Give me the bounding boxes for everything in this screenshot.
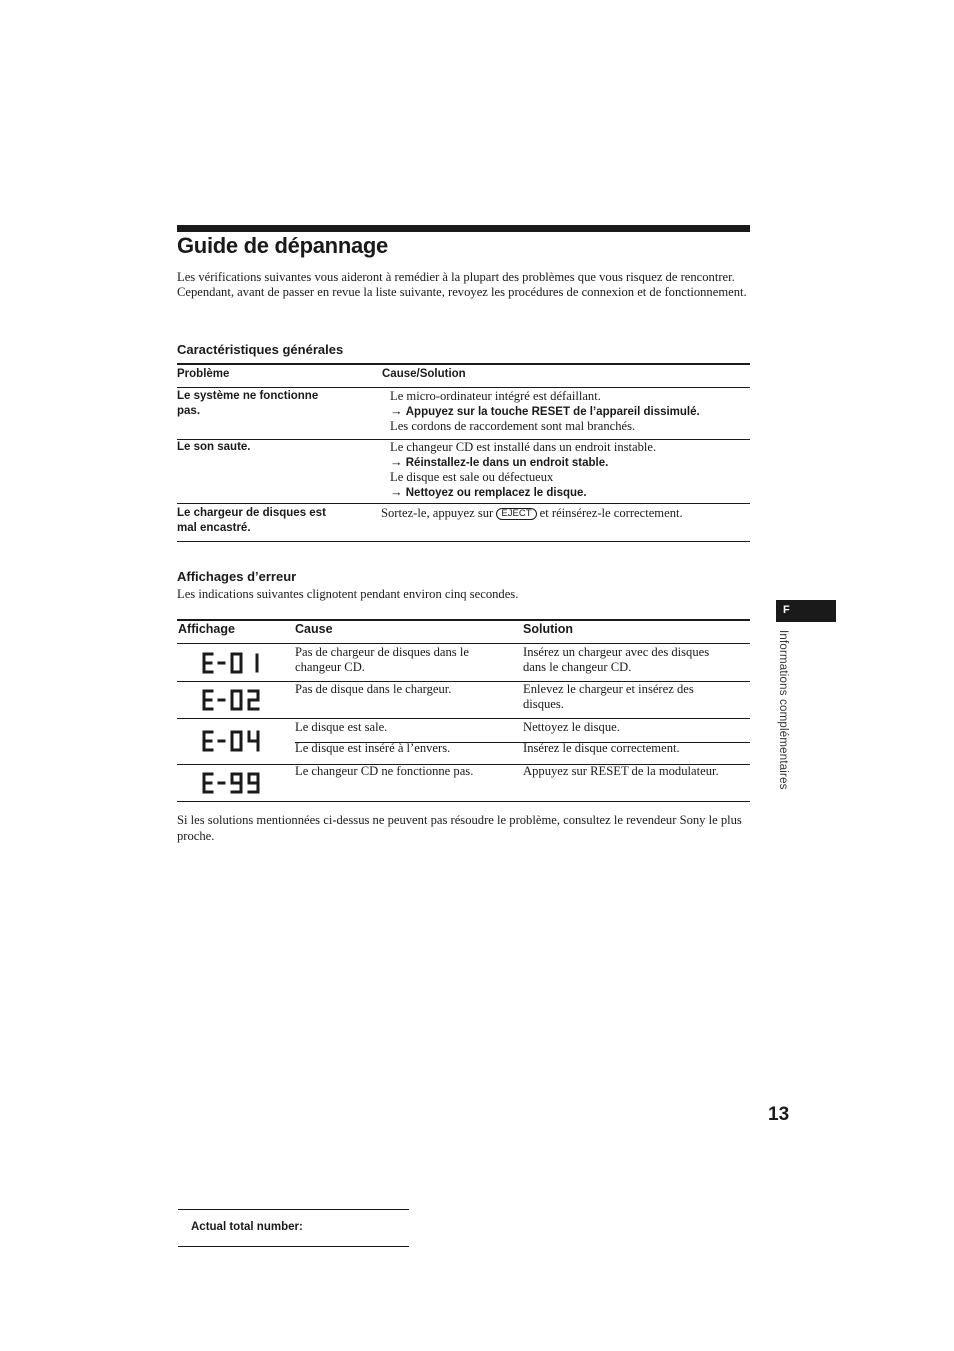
lcd-code-e04 (201, 730, 265, 752)
solution-text: Appuyez sur RESET de la modulateur. (523, 764, 719, 778)
solution-text: Enlevez le chargeur et insérez des (523, 682, 694, 696)
arrow-icon: → (390, 403, 403, 418)
general-heading: Caractéristiques générales (177, 342, 344, 357)
col-header-problem: Problème (177, 368, 230, 380)
table-rule (177, 387, 750, 388)
footer-note (177, 813, 750, 844)
table-rule (177, 363, 750, 365)
action-text: Appuyez sur la touche RESET de l’appareil dissimulé. (405, 405, 700, 418)
lcd-code-e02 (201, 689, 265, 711)
table-rule (177, 619, 750, 621)
solution-cell (381, 506, 683, 521)
col-header-solution: Solution (523, 622, 573, 636)
problem-text: Le système ne fonctionne (177, 390, 319, 402)
arrow-icon: → (390, 454, 403, 469)
solution-cell (523, 645, 709, 674)
page-number: 13 (768, 1104, 790, 1125)
solution-text: et réinsérez-le correctement. (539, 506, 683, 520)
action-line (381, 506, 683, 521)
solution-text: Nettoyez le disque. (523, 720, 620, 734)
cause-cell (295, 645, 469, 674)
solution-text: Insérez le disque correctement. (523, 741, 680, 755)
errors-heading: Affichages d’erreur (177, 569, 297, 584)
lcd-code-e01 (201, 652, 265, 674)
cause-text: Le disque est sale ou défectueux (390, 470, 554, 484)
general-table (177, 363, 750, 543)
title-rule (177, 225, 750, 232)
solution-cell (523, 682, 694, 711)
errors-description: Les indications suivantes clignotent pendant environ cinq secondes. (177, 587, 519, 601)
solution-text: dans le changeur CD. (523, 659, 632, 674)
cause-text: Pas de chargeur de disques dans le (295, 645, 469, 659)
lcd-code-e99 (201, 772, 265, 794)
cause-text: Le disque est inséré à l’envers. (295, 741, 451, 755)
action-line (390, 404, 700, 420)
table-rule (177, 503, 750, 504)
solution-cell (390, 440, 656, 500)
table-rule (177, 801, 750, 802)
intro-paragraph: Les vérifications suivantes vous aideront à remédier à la plupart des problèmes que vous risquez de rencontrer. (177, 270, 735, 284)
table-rule (177, 643, 750, 644)
cause-text: Le micro-ordinateur intégré est défaillant. (390, 389, 601, 403)
side-section-text: Informations complémentaires (777, 630, 789, 790)
errors-table (177, 619, 750, 803)
col-header-cause: Cause (295, 622, 333, 636)
table-rule (177, 541, 750, 542)
action-text: Réinstallez-le dans un endroit stable. (405, 456, 609, 469)
solution-text: Insérez un chargeur avec des disques (523, 645, 710, 659)
intro-paragraph: Cependant, avant de passer en revue la liste suivante, revoyez les procédures de connexion et de fonctionnement. (177, 284, 747, 299)
cause-text: Le disque est sale. (295, 720, 388, 734)
cause-text: Les cordons de raccordement sont mal branchés. (390, 419, 636, 433)
problem-cell (177, 440, 357, 455)
solution-cell (390, 389, 700, 434)
problem-text: pas. (177, 405, 201, 417)
cause-text: Le changeur CD est installé dans un endroit instable. (390, 440, 657, 454)
col-header-solution: Cause/Solution (382, 368, 466, 380)
problem-cell (177, 389, 357, 419)
side-section-label (775, 630, 789, 820)
solution-text: disques. (523, 696, 564, 711)
action-line (390, 485, 656, 501)
cause-text: changeur CD. (295, 659, 365, 674)
solution-text: Sortez-le, appuyez sur (381, 506, 494, 520)
problem-text: Le chargeur de disques est (177, 507, 326, 519)
section-tab (776, 600, 836, 622)
footer-text: Si les solutions mentionnées ci-dessus ne peuvent pas résoudre le problème, consultez le revendeur Sony le plus proche. (177, 813, 742, 843)
problem-text: Le son saute. (177, 441, 251, 453)
action-text: Nettoyez ou remplacez le disque. (405, 486, 587, 499)
intro-text (177, 270, 750, 299)
cause-text: Pas de disque dans le chargeur. (295, 682, 452, 696)
arrow-icon: → (390, 484, 403, 499)
table-rule (177, 718, 750, 719)
section-tab-label: F (783, 604, 790, 616)
eject-key-icon: EJECT (496, 508, 536, 520)
total-box (178, 1209, 409, 1247)
page-title: Guide de dépannage (177, 233, 388, 258)
problem-text: mal encastré. (177, 522, 251, 534)
cause-cell (295, 682, 451, 697)
action-line (390, 455, 656, 471)
cause-text: Le changeur CD ne fonctionne pas. (295, 764, 474, 778)
total-label: Actual total number: (191, 1221, 303, 1233)
col-header-display: Affichage (178, 622, 235, 636)
problem-cell (177, 506, 357, 536)
